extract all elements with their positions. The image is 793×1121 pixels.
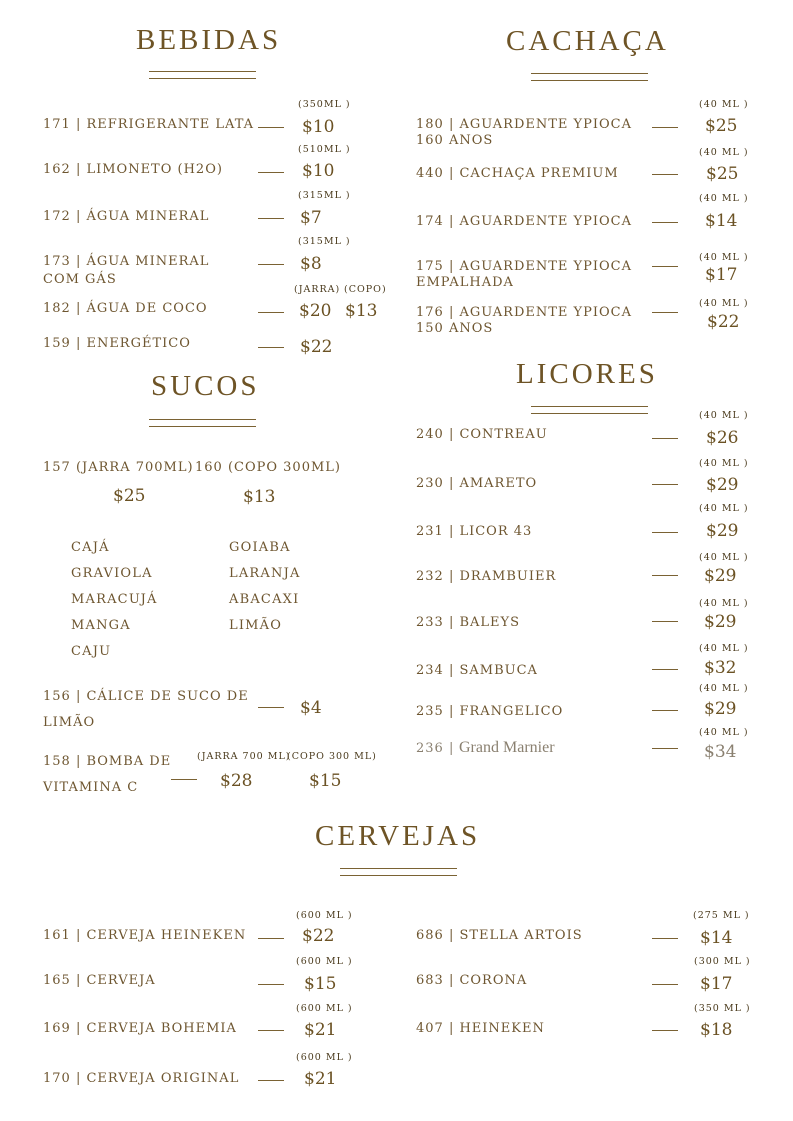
- fruit-item: CAJU: [71, 644, 112, 659]
- item-name: 233 | BALEYS: [416, 615, 521, 630]
- item-name: 440 | CACHAÇA PREMIUM: [416, 166, 619, 181]
- section-title-cachaca: CACHAÇA: [506, 25, 669, 57]
- item-price-copo: $13: [345, 301, 378, 321]
- item-name-line2: LIMÃO: [43, 715, 96, 730]
- item-name: 176 | AGUARDENTE YPIOCA: [416, 305, 633, 320]
- item-volume: (40 ML ): [699, 727, 749, 738]
- fruit-item: GOIABA: [229, 540, 291, 555]
- item-dash: [258, 127, 284, 128]
- item-volume: (40 ML ): [699, 503, 749, 514]
- item-name: 174 | AGUARDENTE YPIOCA: [416, 214, 633, 229]
- item-volume: (600 ML ): [296, 1052, 353, 1063]
- item-volume: (350ML ): [298, 99, 351, 110]
- item-name: 175 | AGUARDENTE YPIOCA: [416, 259, 633, 274]
- item-name: 180 | AGUARDENTE YPIOCA: [416, 117, 633, 132]
- item-price: $21: [304, 1020, 337, 1040]
- item-price: $18: [700, 1020, 733, 1040]
- item-price: $7: [300, 208, 322, 228]
- item-price: $29: [704, 612, 737, 632]
- item-name-number: 236 |: [416, 741, 455, 756]
- item-volume: (315ML ): [298, 190, 351, 201]
- item-name-line2: 150 ANOS: [416, 321, 494, 336]
- item-name: 158 | BOMBA DE: [43, 754, 172, 769]
- item-volume: (600 ML ): [296, 956, 353, 967]
- item-price: $10: [302, 117, 335, 137]
- item-price: $14: [705, 211, 738, 231]
- item-volume: (40 ML ): [699, 99, 749, 110]
- fruit-item: LARANJA: [229, 566, 301, 581]
- item-dash: [258, 1080, 284, 1081]
- item-price: $14: [700, 928, 733, 948]
- item-name: 235 | FRANGELICO: [416, 704, 564, 719]
- item-volume: (275 ML ): [693, 910, 750, 921]
- item-price: $29: [704, 566, 737, 586]
- item-dash: [258, 984, 284, 985]
- item-volume: (600 ML ): [296, 1003, 353, 1014]
- title-underline: [531, 406, 648, 414]
- item-dash: [652, 984, 678, 985]
- item-dash: [652, 532, 678, 533]
- item-price: $17: [700, 974, 733, 994]
- section-title-licores: LICORES: [516, 358, 658, 390]
- item-volume-copo: (COPO 300 ML): [287, 751, 377, 762]
- item-dash: [258, 264, 284, 265]
- item-dash: [258, 218, 284, 219]
- item-name-line2: COM GÁS: [43, 272, 117, 287]
- item-price: $29: [706, 475, 739, 495]
- item-price-jarra: $20: [299, 301, 332, 321]
- item-dash: [652, 575, 678, 576]
- item-price: $29: [706, 521, 739, 541]
- item-name: Grand Marnier: [459, 739, 555, 756]
- item-volume: (40 ML ): [699, 458, 749, 469]
- item-dash: [652, 938, 678, 939]
- sucos-copo-price: $13: [243, 487, 276, 507]
- item-dash: [258, 172, 284, 173]
- item-dash: [652, 127, 678, 128]
- sucos-jarra-label: 157 (JARRA 700ML): [43, 460, 194, 475]
- item-price: $17: [705, 265, 738, 285]
- item-name: 240 | CONTREAU: [416, 427, 548, 442]
- item-price: $10: [302, 161, 335, 181]
- fruit-item: GRAVIOLA: [71, 566, 153, 581]
- item-volume: (40 ML ): [699, 598, 749, 609]
- section-title-bebidas: BEBIDAS: [136, 24, 282, 56]
- item-volume: (40 ML ): [699, 193, 749, 204]
- item-dash: [652, 312, 678, 313]
- item-name: 172 | ÁGUA MINERAL: [43, 209, 210, 224]
- item-name: 156 | CÁLICE DE SUCO DE: [43, 689, 249, 704]
- fruit-item: LIMÃO: [229, 618, 283, 633]
- item-name: 686 | STELLA ARTOIS: [416, 928, 583, 943]
- item-name: 161 | CERVEJA HEINEKEN: [43, 928, 247, 943]
- item-volume: (300 ML ): [694, 956, 751, 967]
- fruit-item: MARACUJÁ: [71, 592, 158, 607]
- item-volume: (315ML ): [298, 236, 351, 247]
- item-price-copo: $15: [309, 771, 342, 791]
- item-dash: [258, 707, 284, 708]
- item-volume-jarra: (JARRA 700 ML): [197, 751, 291, 762]
- item-dash: [652, 1030, 678, 1031]
- fruit-item: MANGA: [71, 618, 131, 633]
- item-price: $22: [300, 337, 333, 357]
- item-name: 231 | LICOR 43: [416, 524, 533, 539]
- item-dash: [652, 748, 678, 749]
- sucos-copo-label: 160 (COPO 300ML): [195, 460, 341, 475]
- item-volume: (600 ML ): [296, 910, 353, 921]
- item-price: $26: [706, 428, 739, 448]
- item-name: 173 | ÁGUA MINERAL: [43, 254, 210, 269]
- item-dash: [258, 312, 284, 313]
- item-name: 165 | CERVEJA: [43, 973, 156, 988]
- title-underline: [149, 419, 256, 427]
- item-volume: (40 ML ): [699, 683, 749, 694]
- item-name: 234 | SAMBUCA: [416, 663, 538, 678]
- item-name: 230 | AMARETO: [416, 476, 538, 491]
- item-dash: [652, 438, 678, 439]
- fruit-item: ABACAXI: [229, 592, 300, 607]
- item-dash: [652, 222, 678, 223]
- fruit-item: CAJÁ: [71, 540, 110, 555]
- section-title-sucos: SUCOS: [151, 370, 260, 402]
- title-underline: [340, 868, 457, 876]
- item-volume: (40 ML ): [699, 147, 749, 158]
- item-dash: [171, 779, 197, 780]
- item-name: 407 | HEINEKEN: [416, 1021, 545, 1036]
- title-underline: [531, 73, 648, 81]
- item-volume: (510ML ): [298, 144, 351, 155]
- item-price: $25: [706, 164, 739, 184]
- item-name: 169 | CERVEJA BOHEMIA: [43, 1021, 237, 1036]
- item-dash: [652, 484, 678, 485]
- item-dash: [652, 266, 678, 267]
- item-volume: (40 ML ): [699, 298, 749, 309]
- item-price: $4: [300, 698, 322, 718]
- item-price-jarra: $28: [220, 771, 253, 791]
- item-name: 170 | CERVEJA ORIGINAL: [43, 1071, 240, 1086]
- item-price: $32: [704, 658, 737, 678]
- item-dash: [652, 621, 678, 622]
- item-volume: (350 ML ): [694, 1003, 751, 1014]
- item-price: $22: [707, 312, 740, 332]
- item-dash: [652, 669, 678, 670]
- item-name: 159 | ENERGÉTICO: [43, 336, 191, 351]
- item-name: 683 | CORONA: [416, 973, 528, 988]
- item-name-line2: VITAMINA C: [43, 780, 139, 795]
- item-price: $25: [705, 116, 738, 136]
- sucos-jarra-price: $25: [113, 486, 146, 506]
- item-volume-jarra: (JARRA): [294, 284, 341, 295]
- item-price: $21: [304, 1069, 337, 1089]
- item-name-line2: EMPALHADA: [416, 275, 514, 290]
- item-volume: (40 ML ): [699, 410, 749, 421]
- item-volume: (40 ML ): [699, 252, 749, 263]
- title-underline: [149, 71, 256, 79]
- item-volume: (40 ML ): [699, 552, 749, 563]
- item-price: $8: [300, 254, 322, 274]
- item-name: 162 | LIMONETO (H2O): [43, 162, 223, 177]
- item-dash: [258, 347, 284, 348]
- item-dash: [652, 710, 678, 711]
- item-name: 232 | DRAMBUIER: [416, 569, 557, 584]
- item-price: $15: [304, 974, 337, 994]
- section-title-cervejas: CERVEJAS: [315, 820, 481, 852]
- item-dash: [258, 938, 284, 939]
- item-volume: (40 ML ): [699, 643, 749, 654]
- item-price: $22: [302, 926, 335, 946]
- item-price: $34: [704, 742, 737, 762]
- item-dash: [258, 1030, 284, 1031]
- item-name: 171 | REFRIGERANTE LATA: [43, 117, 255, 132]
- item-name: 182 | ÁGUA DE COCO: [43, 301, 208, 316]
- item-name-line2: 160 ANOS: [416, 133, 494, 148]
- item-volume-copo: (COPO): [344, 284, 387, 295]
- item-dash: [652, 174, 678, 175]
- item-price: $29: [704, 699, 737, 719]
